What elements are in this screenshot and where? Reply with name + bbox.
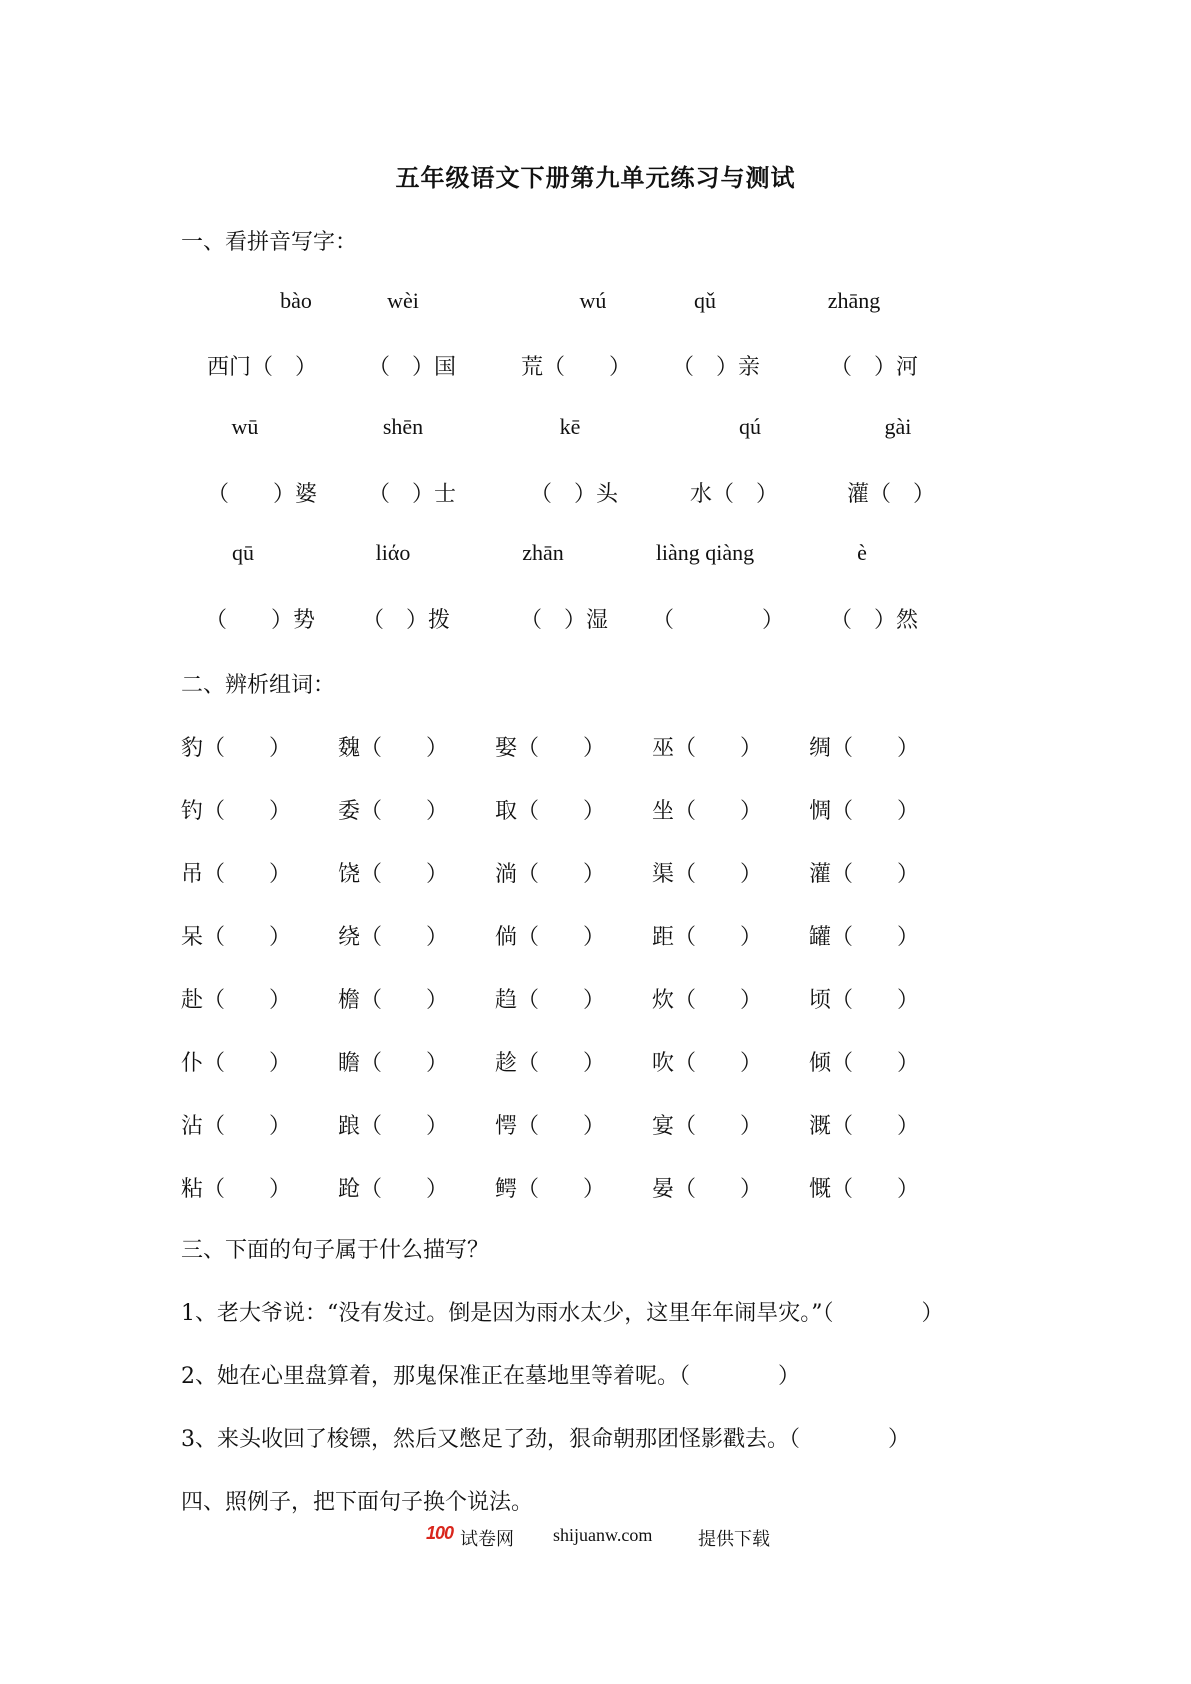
answer-blank[interactable]: （ ） [360, 1114, 449, 1139]
answer-blank[interactable]: （ ） [674, 799, 763, 824]
character: 顷 [809, 988, 832, 1013]
character: 娶 [495, 736, 518, 761]
character: 宴 [652, 1114, 675, 1139]
answer-blank[interactable]: （ ） [831, 799, 920, 824]
answer-blank[interactable]: （ ） [517, 736, 606, 761]
footer [0, 1525, 1191, 1555]
answer-blank[interactable]: （ ） [517, 799, 606, 824]
character: 淌 [495, 862, 518, 887]
fill-blank[interactable]: 荒（ ） [521, 355, 632, 380]
pinyin: qū [232, 540, 254, 565]
fill-blank[interactable]: （ ）湿 [520, 608, 609, 633]
answer-blank[interactable]: （ ） [360, 988, 449, 1013]
character: 惆 [809, 799, 832, 824]
pinyin: qú [739, 414, 761, 439]
character: 溉 [809, 1114, 832, 1139]
fill-blank[interactable]: （ ）河 [830, 355, 919, 380]
fill-blank[interactable]: 灌（ ） [847, 482, 936, 507]
answer-blank[interactable]: （ ） [360, 1177, 449, 1202]
character: 呆 [181, 925, 204, 950]
answer-blank[interactable]: （ ） [360, 925, 449, 950]
word-blank[interactable] [495, 794, 605, 825]
word-blank[interactable] [652, 983, 762, 1014]
character: 坐 [652, 799, 675, 824]
answer-blank[interactable]: （ ） [517, 1051, 606, 1076]
word-row [0, 731, 1191, 765]
word-blank[interactable] [181, 920, 291, 951]
answer-blank[interactable]: （ ） [203, 862, 292, 887]
answer-blank[interactable]: （ ） [831, 925, 920, 950]
pinyin: liàng qiàng [655, 540, 755, 565]
pinyin-row-1 [0, 288, 1191, 322]
character: 慨 [809, 1177, 832, 1202]
word-blank[interactable] [809, 920, 919, 951]
word-blank[interactable] [338, 857, 448, 888]
pinyin: zhāng [827, 288, 881, 313]
sentence-item[interactable]: 2、她在心里盘算着，那鬼保准正在墓地里等着呢。（ ） [181, 1364, 800, 1389]
word-blank[interactable] [181, 983, 291, 1014]
answer-blank[interactable]: （ ） [831, 1114, 920, 1139]
character: 踉 [338, 1114, 361, 1139]
answer-blank[interactable]: （ ） [517, 925, 606, 950]
character: 钓 [181, 799, 204, 824]
blank-row-2 [0, 477, 1191, 511]
character: 吹 [652, 1051, 675, 1076]
answer-blank[interactable]: （ ） [203, 925, 292, 950]
section4-heading: 四、照例子，把下面句子换个说法。 [181, 1490, 534, 1515]
character: 倘 [495, 925, 518, 950]
site-logo: 100 [426, 1523, 454, 1543]
word-row [0, 857, 1191, 891]
answer-blank[interactable]: （ ） [203, 1177, 292, 1202]
character: 吊 [181, 862, 204, 887]
word-row [0, 983, 1191, 1017]
footer-brand: 试卷网 [460, 1529, 514, 1550]
footer-site-link[interactable]: shijuanw.com [553, 1525, 653, 1545]
character: 跄 [338, 1177, 361, 1202]
footer-download-text: 提供下载 [698, 1529, 770, 1550]
pinyin: gài [884, 414, 912, 439]
answer-blank[interactable]: （ ） [517, 862, 606, 887]
character: 粘 [181, 1177, 204, 1202]
fill-blank[interactable]: （ ）头 [530, 482, 619, 507]
word-blank[interactable] [181, 794, 291, 825]
word-blank[interactable] [495, 1046, 605, 1077]
character: 委 [338, 799, 361, 824]
answer-blank[interactable]: （ ） [674, 1177, 763, 1202]
fill-blank[interactable]: （ ）然 [830, 608, 919, 633]
word-blank[interactable] [652, 920, 762, 951]
answer-blank[interactable]: （ ） [203, 1114, 292, 1139]
character: 灌 [809, 862, 832, 887]
answer-blank[interactable]: （ ） [831, 862, 920, 887]
character: 赴 [181, 988, 204, 1013]
word-blank[interactable] [338, 794, 448, 825]
character: 趋 [495, 988, 518, 1013]
word-blank[interactable] [809, 983, 919, 1014]
character: 取 [495, 799, 518, 824]
pinyin-row-3 [0, 540, 1191, 574]
word-row [0, 1046, 1191, 1080]
word-blank[interactable] [495, 983, 605, 1014]
word-row [0, 1109, 1191, 1143]
answer-blank[interactable]: （ ） [517, 1114, 606, 1139]
word-blank[interactable] [338, 1172, 448, 1203]
word-blank[interactable] [809, 731, 919, 762]
answer-blank[interactable]: （ ） [517, 988, 606, 1013]
fill-blank[interactable]: 西门（ ） [207, 355, 318, 380]
word-blank[interactable] [495, 731, 605, 762]
word-blank[interactable] [338, 920, 448, 951]
character: 倾 [809, 1051, 832, 1076]
answer-blank[interactable]: （ ） [831, 1177, 920, 1202]
word-blank[interactable] [181, 857, 291, 888]
character: 罐 [809, 925, 832, 950]
character: 巫 [652, 736, 675, 761]
answer-blank[interactable]: （ ） [360, 799, 449, 824]
character: 晏 [652, 1177, 675, 1202]
word-blank[interactable] [809, 1172, 919, 1203]
word-blank[interactable] [809, 857, 919, 888]
fill-blank[interactable]: （ ）国 [368, 355, 457, 380]
fill-blank[interactable]: （ ）拨 [362, 608, 451, 633]
character: 距 [652, 925, 675, 950]
word-blank[interactable] [652, 1046, 762, 1077]
blank-row-3 [0, 603, 1191, 637]
character: 沾 [181, 1114, 204, 1139]
fill-blank[interactable]: （ ）亲 [672, 355, 761, 380]
answer-blank[interactable]: （ ） [674, 736, 763, 761]
pinyin: è [857, 540, 867, 565]
answer-blank[interactable]: （ ） [360, 862, 449, 887]
answer-blank[interactable]: （ ） [674, 862, 763, 887]
section3-heading: 三、下面的句子属于什么描写？ [181, 1238, 490, 1263]
answer-blank[interactable]: （ ） [360, 736, 449, 761]
pinyin: shēn [382, 414, 424, 439]
character: 炊 [652, 988, 675, 1013]
character: 鳄 [495, 1177, 518, 1202]
word-blank[interactable] [338, 1109, 448, 1140]
word-blank[interactable] [181, 1172, 291, 1203]
answer-blank[interactable]: （ ） [831, 988, 920, 1013]
word-blank[interactable] [495, 1109, 605, 1140]
character: 仆 [181, 1051, 204, 1076]
answer-blank[interactable]: （ ） [203, 988, 292, 1013]
word-blank[interactable] [338, 983, 448, 1014]
word-blank[interactable] [181, 1109, 291, 1140]
fill-blank[interactable]: 水（ ） [690, 482, 779, 507]
section2-heading: 二、辨析组词： [181, 673, 336, 698]
word-blank[interactable] [652, 794, 762, 825]
word-blank[interactable] [809, 794, 919, 825]
answer-blank[interactable]: （ ） [674, 1114, 763, 1139]
word-row [0, 920, 1191, 954]
word-blank[interactable] [338, 1046, 448, 1077]
page-title: 五年级语文下册第九单元练习与测试 [395, 163, 796, 192]
fill-blank[interactable]: （ ） [652, 608, 785, 633]
word-row [0, 794, 1191, 828]
pinyin: kē [559, 414, 581, 439]
word-blank[interactable] [809, 1046, 919, 1077]
character: 魏 [338, 736, 361, 761]
pinyin: wèi [387, 288, 419, 313]
blank-row-1 [0, 350, 1191, 384]
character: 瞻 [338, 1051, 361, 1076]
character: 绕 [338, 925, 361, 950]
pinyin: wú [579, 288, 607, 313]
answer-blank[interactable]: （ ） [674, 1051, 763, 1076]
pinyin: bào [280, 288, 312, 313]
character: 绸 [809, 736, 832, 761]
answer-blank[interactable]: （ ） [203, 736, 292, 761]
answer-blank[interactable]: （ ） [360, 1051, 449, 1076]
character: 趁 [495, 1051, 518, 1076]
answer-blank[interactable]: （ ） [674, 988, 763, 1013]
word-blank[interactable] [495, 920, 605, 951]
answer-blank[interactable]: （ ） [203, 1051, 292, 1076]
word-blank[interactable] [652, 857, 762, 888]
character: 饶 [338, 862, 361, 887]
answer-blank[interactable]: （ ） [831, 1051, 920, 1076]
word-blank[interactable] [181, 731, 291, 762]
sentence-item[interactable]: 3、来头收回了梭镖，然后又憋足了劲，狠命朝那团怪影戳去。（ ） [181, 1427, 910, 1452]
fill-blank[interactable]: （ ）士 [368, 482, 457, 507]
answer-blank[interactable]: （ ） [831, 736, 920, 761]
word-blank[interactable] [809, 1109, 919, 1140]
word-blank[interactable] [652, 1172, 762, 1203]
word-blank[interactable] [495, 1172, 605, 1203]
answer-blank[interactable]: （ ） [517, 1177, 606, 1202]
answer-blank[interactable]: （ ） [674, 925, 763, 950]
pinyin: liάo [375, 540, 411, 565]
pinyin-row-2 [0, 414, 1191, 448]
word-blank[interactable] [652, 1109, 762, 1140]
word-row [0, 1172, 1191, 1206]
character: 檐 [338, 988, 361, 1013]
word-blank[interactable] [495, 857, 605, 888]
word-blank[interactable] [652, 731, 762, 762]
character: 豹 [181, 736, 204, 761]
section1-heading: 一、看拼音写字： [181, 230, 358, 255]
word-blank[interactable] [338, 731, 448, 762]
sentence-item[interactable]: 1、老大爷说：“没有发过。倒是因为雨水太少，这里年年闹旱灾。”（ ） [181, 1301, 944, 1326]
pinyin: wū [231, 414, 259, 439]
pinyin: qǔ [694, 288, 716, 313]
character: 愕 [495, 1114, 518, 1139]
word-blank[interactable] [181, 1046, 291, 1077]
character: 渠 [652, 862, 675, 887]
answer-blank[interactable]: （ ） [203, 799, 292, 824]
fill-blank[interactable]: （ ）婆 [207, 482, 318, 507]
pinyin: zhān [522, 540, 564, 565]
fill-blank[interactable]: （ ）势 [205, 608, 316, 633]
